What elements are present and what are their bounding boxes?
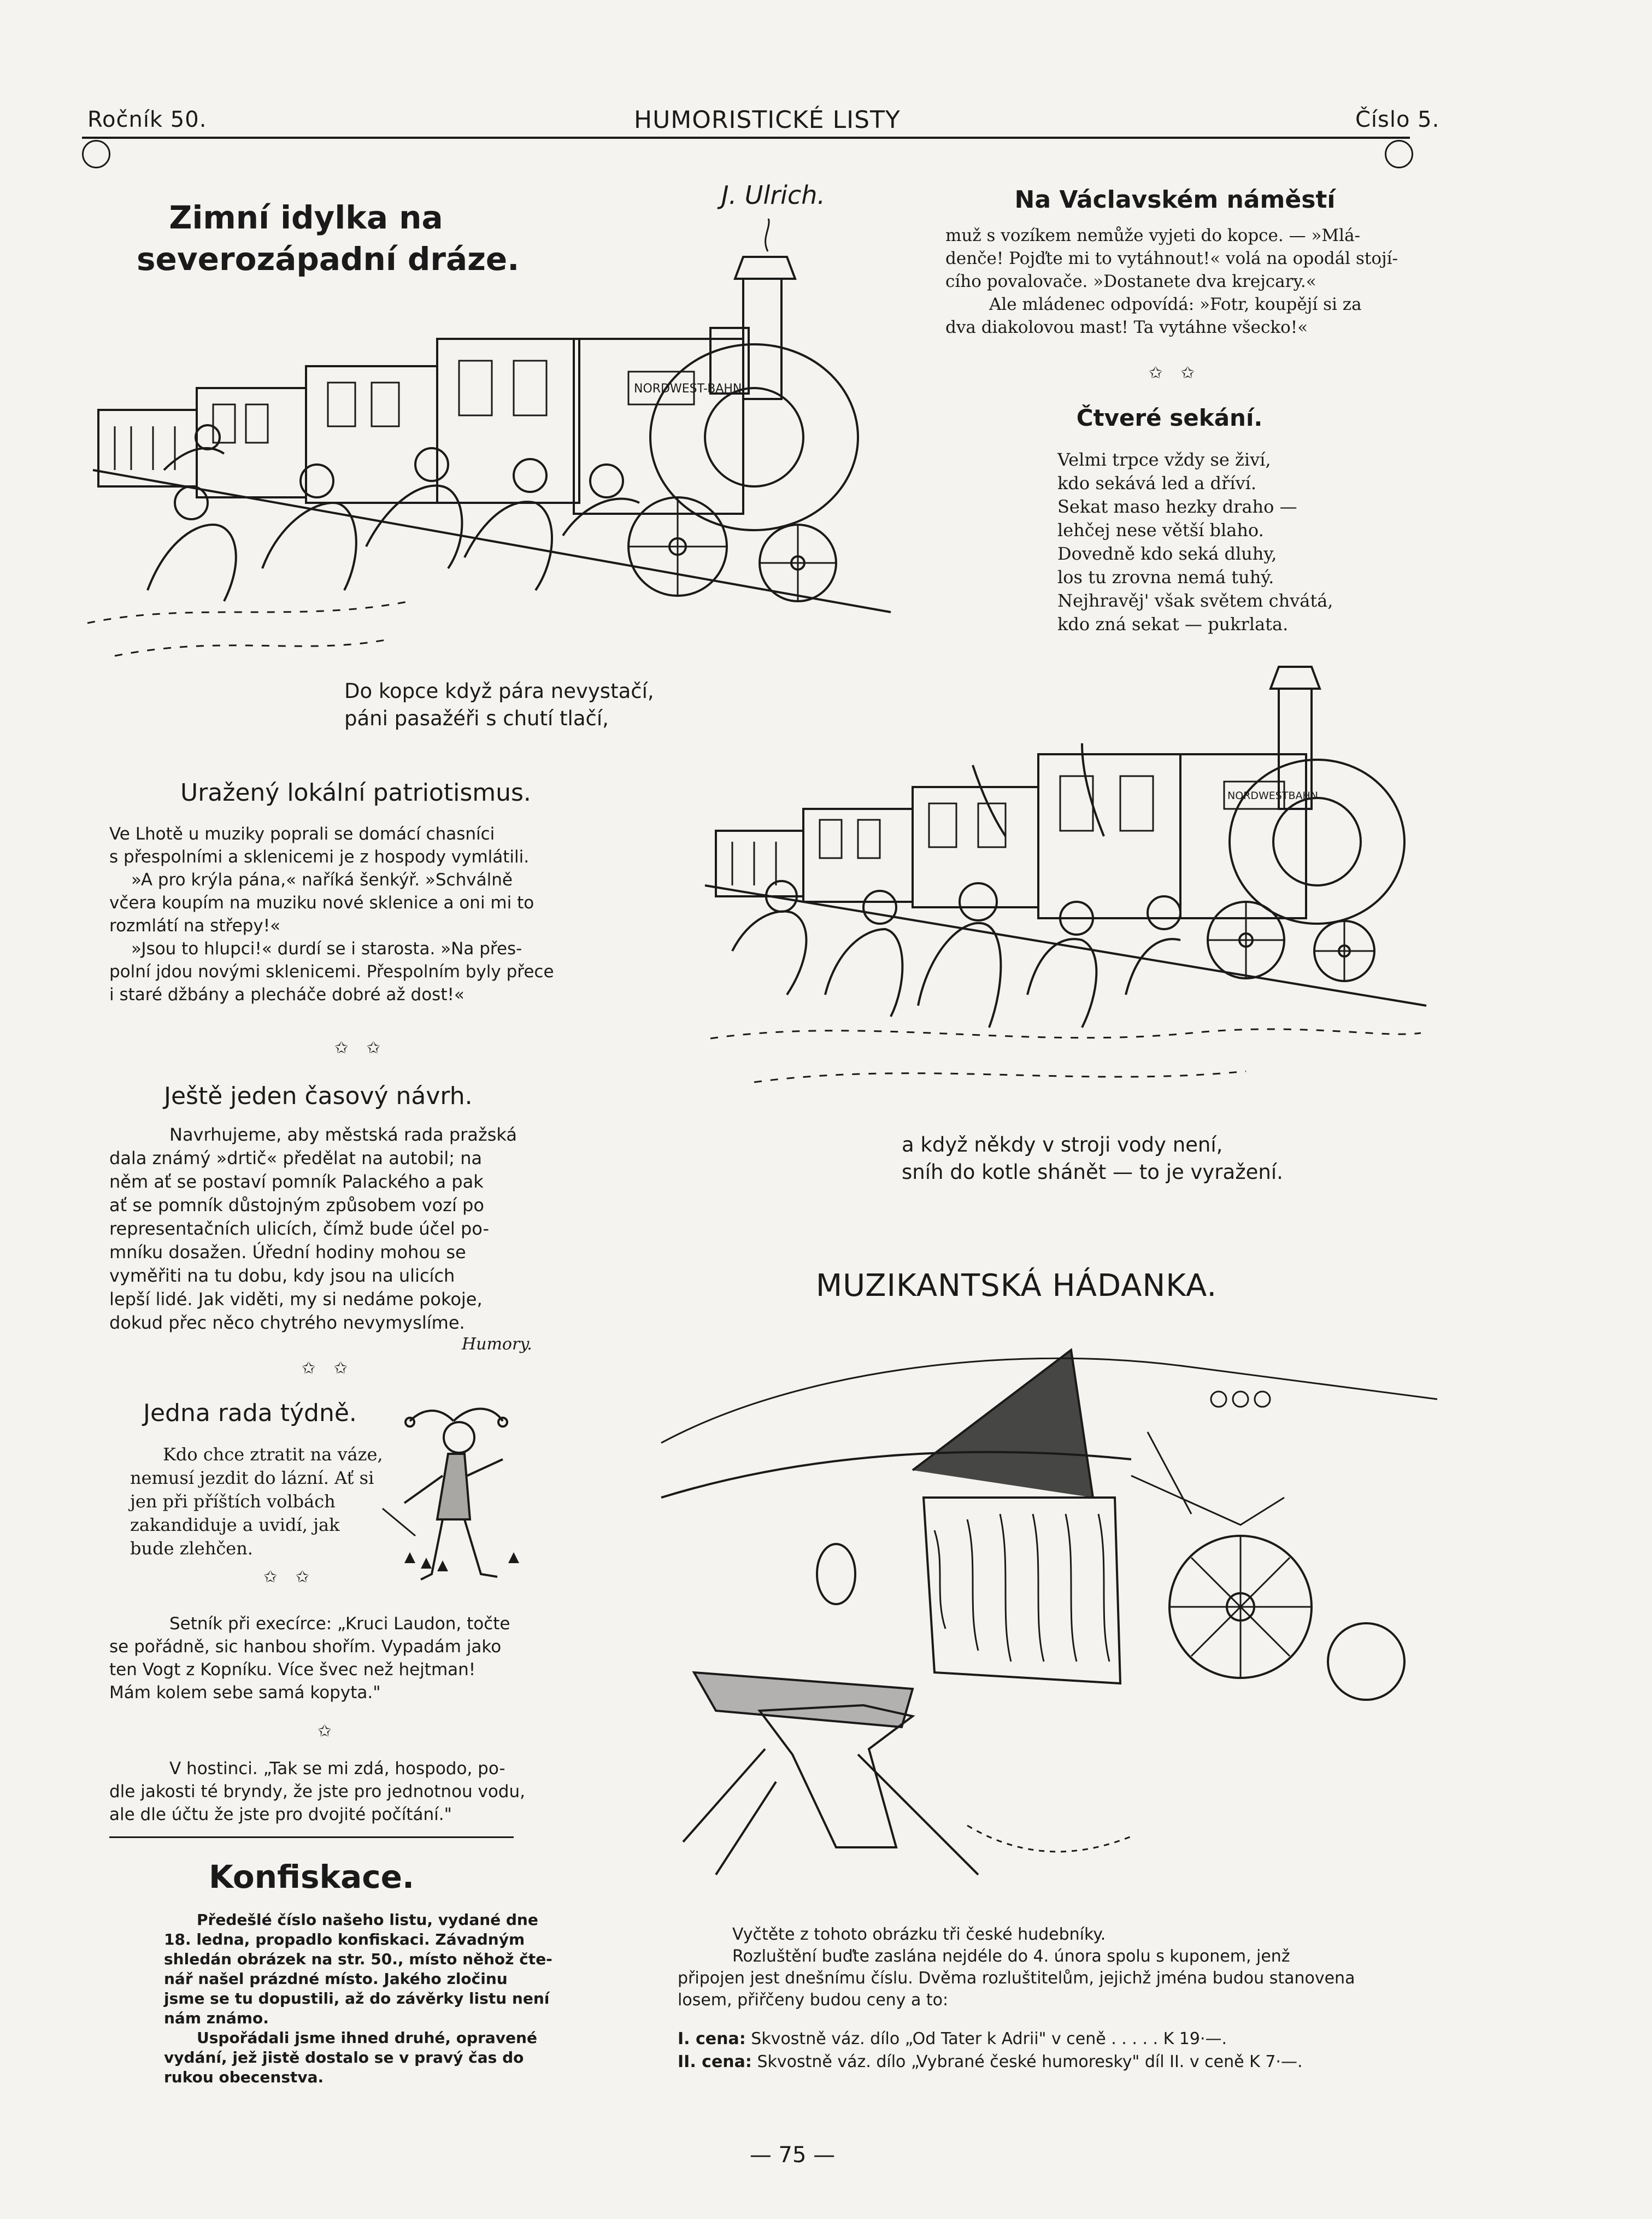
text-line: se pořádně, sic hanbou shořím. Vypadám jako bbox=[109, 1637, 502, 1657]
text-line: dokud přec něco chytrého nevymyslíme. bbox=[109, 1312, 465, 1333]
prize-item bbox=[678, 2051, 1410, 2074]
header-ornament-left bbox=[82, 140, 110, 168]
text-line: Rozluštění buďte zaslána nejdéle do 4. února spolu s kuponem, jenž bbox=[732, 1947, 1290, 1966]
text-line: representačních ulicích, čímž bude účel po- bbox=[109, 1218, 490, 1239]
header-issue: Číslo 5. bbox=[1355, 107, 1440, 132]
text-line: Ve Lhotě u muziky poprali se domácí chasníci bbox=[109, 824, 495, 844]
rada-stars: ✩ ✩ bbox=[263, 1568, 316, 1587]
text-line: Navrhujeme, aby městská rada pražská bbox=[169, 1124, 517, 1145]
text-line: lepší lidé. Jak viděti, my si nedáme pokoje, bbox=[109, 1289, 483, 1310]
hadanka-text bbox=[678, 1924, 1410, 2011]
poem-line: lehčej nese větší blaho. bbox=[1057, 520, 1264, 541]
vaclavske-text bbox=[945, 224, 1462, 339]
jester-illustration bbox=[372, 1399, 546, 1596]
engine-plate-text: NORDWEST-BAHN bbox=[634, 382, 742, 396]
poem-line: Dovedně kdo seká dluhy, bbox=[1057, 543, 1277, 564]
idylka-caption-top bbox=[344, 678, 654, 732]
text-line: Vyčtěte z tohoto obrázku tři české hudebníky. bbox=[732, 1925, 1106, 1944]
text-line: jsme se tu dopustili, až do závěrky listu není bbox=[164, 1989, 550, 2007]
text-line: polní jdou novými sklenicemi. Přespolním byly přece bbox=[109, 962, 554, 982]
setnik-star: ✩ bbox=[318, 1722, 338, 1741]
text-line: »Jsou to hlupci!« durdí se i starosta. »Na přes- bbox=[131, 939, 522, 959]
header-rule bbox=[82, 137, 1410, 139]
vaclavske-title: Na Václavském náměstí bbox=[1014, 186, 1336, 214]
page-number: — 75 — bbox=[749, 2142, 836, 2168]
idylka-title-line: Zimní idylka na bbox=[169, 199, 443, 236]
text-line: nám známo. bbox=[164, 2009, 269, 2027]
text-line: mníku dosažen. Úřední hodiny mohou se bbox=[109, 1242, 466, 1263]
text-line: připojen jest dnešnímu číslu. Dvěma rozluštitelům, jejichž jména budou stanovena bbox=[678, 1969, 1355, 1988]
text-line: denče! Pojďte mi to vytáhnout!« volá na opodál stojí- bbox=[945, 249, 1398, 268]
text-line: V hostinci. „Tak se mi zdá, hospodo, po- bbox=[169, 1759, 505, 1778]
section-divider bbox=[109, 1836, 514, 1838]
poem-line: kdo sekává led a dříví. bbox=[1057, 473, 1257, 494]
patriotismus-title: Uražený lokální patriotismus. bbox=[180, 779, 531, 807]
patriotismus-text bbox=[109, 823, 661, 1006]
text-line: nář našel prázdné místo. Jakého zločinu bbox=[164, 1970, 508, 1988]
prize-list bbox=[678, 2028, 1410, 2074]
navrh-title: Ještě jeden časový návrh. bbox=[164, 1082, 473, 1110]
patriotismus-stars: ✩ ✩ bbox=[334, 1038, 387, 1058]
prize-label: I. cena: bbox=[678, 2029, 746, 2048]
text-line: Uspořádali jsme ihned druhé, opravené bbox=[197, 2029, 537, 2047]
text-line: i staré džbány a plecháče dobré až dost!« bbox=[109, 985, 465, 1005]
text-line: rukou obecenstva. bbox=[164, 2068, 324, 2086]
text-line: ať se pomník důstojným způsobem vozí po bbox=[109, 1195, 484, 1216]
header-masthead: HUMORISTICKÉ LISTY bbox=[634, 106, 901, 134]
sekani-title: Čtveré sekání. bbox=[1076, 404, 1263, 431]
text-line: dva diakolovou mast! Ta vytáhne všecko!« bbox=[945, 318, 1308, 337]
text-line: muž s vozíkem nemůže vyjeti do kopce. — »Mlá- bbox=[945, 226, 1361, 245]
text-line: rozmlátí na střepy!« bbox=[109, 916, 281, 936]
text-line: Kdo chce ztratit na váze, bbox=[163, 1444, 383, 1465]
navrh-text bbox=[109, 1123, 546, 1335]
text-line: vydání, jež jistě dostalo se v pravý čas do bbox=[164, 2048, 524, 2067]
navrh-stars: ✩ ✩ bbox=[302, 1359, 354, 1378]
prize-text: Skvostně váz. dílo „Od Tater k Adrii" v ceně . . . . . K 19·—. bbox=[751, 2029, 1227, 2048]
idylka-title-line: severozápadní dráze. bbox=[137, 240, 520, 278]
text-line: dle jakosti té bryndy, že jste pro jednotnou vodu, bbox=[109, 1782, 525, 1801]
navrh-signature: Humory. bbox=[462, 1335, 532, 1354]
idylka-caption-bottom bbox=[902, 1131, 1283, 1186]
text-line: s přespolními a sklenicemi je z hospody vymlátili. bbox=[109, 847, 530, 867]
vaclavske-stars: ✩ ✩ bbox=[1149, 363, 1201, 383]
text-line: shledán obrázek na str. 50., místo něhož čte- bbox=[164, 1950, 552, 1968]
caption-line: sníh do kotle shánět — to je vyražení. bbox=[902, 1160, 1283, 1184]
caption-line: a když někdy v stroji vody není, bbox=[902, 1133, 1223, 1157]
text-line: Předešlé číslo našeho listu, vydané dne bbox=[197, 1911, 538, 1929]
text-line: bude zlehčen. bbox=[130, 1538, 253, 1559]
text-line: ale dle účtu že jste pro dvojité počítání." bbox=[109, 1805, 452, 1824]
text-line: ten Vogt z Kopníku. Více švec než hejtman! bbox=[109, 1660, 476, 1680]
konfiskace-text bbox=[164, 1910, 557, 2087]
text-line: jen při příštích volbách bbox=[130, 1491, 336, 1512]
text-line: dala známý »drtič« předělat na autobil; na bbox=[109, 1148, 483, 1169]
poem-line: los tu zrovna nemá tuhý. bbox=[1057, 567, 1274, 588]
hadanka-title: MUZIKANTSKÁ HÁDANKA. bbox=[815, 1268, 1218, 1304]
poem-line: kdo zná sekat — pukrlata. bbox=[1057, 614, 1289, 635]
poem-line: Nejhravěj' však světem chvátá, bbox=[1057, 590, 1333, 611]
text-line: 18. ledna, propadlo konfiskaci. Závadným bbox=[164, 1930, 525, 1948]
train-illustration-top bbox=[82, 219, 902, 667]
prize-item bbox=[678, 2028, 1410, 2051]
text-line: vyměřiti na tu dobu, kdy jsou na ulicích bbox=[109, 1265, 455, 1286]
poem-line: Velmi trpce vždy se živí, bbox=[1057, 449, 1271, 470]
train-illustration-bottom bbox=[699, 656, 1432, 1104]
text-line: něm ať se postaví pomník Palackého a pak bbox=[109, 1171, 484, 1192]
text-line: cího povalovače. »Dostanete dva krejcary.« bbox=[945, 272, 1316, 291]
text-line: zakandiduje a uvidí, jak bbox=[130, 1514, 340, 1535]
text-line: losem, přiřčeny budou ceny a to: bbox=[678, 1991, 949, 2010]
caption-line: páni pasažéři s chutí tlačí, bbox=[344, 707, 609, 730]
text-line: »A pro krýla pána,« naříká šenkýř. »Schválně bbox=[131, 870, 513, 890]
puzzle-illustration bbox=[639, 1334, 1443, 1880]
hostinec-text bbox=[109, 1757, 546, 1826]
setnik-text bbox=[109, 1612, 546, 1704]
header-ornament-right bbox=[1385, 140, 1413, 168]
text-line: včera koupím na muziku nové sklenice a oni mi to bbox=[109, 893, 534, 913]
text-line: Ale mládenec odpovídá: »Fotr, koupějí si za bbox=[989, 295, 1362, 314]
prize-label: II. cena: bbox=[678, 2052, 752, 2071]
engine-plate-text-2: NORDWESTBAHN bbox=[1227, 790, 1318, 802]
caption-line: Do kopce když pára nevystačí, bbox=[344, 679, 654, 703]
rada-title: Jedna rada týdně. bbox=[143, 1399, 357, 1427]
text-line: Setník při execírce: „Kruci Laudon, točte bbox=[169, 1614, 510, 1634]
prize-text: Skvostně váz. dílo „Vybrané české humoresky" díl II. v ceně K 7·—. bbox=[757, 2052, 1303, 2071]
sekani-poem bbox=[1057, 448, 1333, 636]
konfiskace-title: Konfiskace. bbox=[208, 1858, 415, 1895]
text-line: nemusí jezdit do lázní. Ať si bbox=[130, 1467, 374, 1488]
rada-text bbox=[130, 1443, 383, 1560]
poem-line: Sekat maso hezky draho — bbox=[1057, 496, 1297, 517]
idylka-author: J. Ulrich. bbox=[721, 180, 826, 210]
text-line: Mám kolem sebe samá kopyta." bbox=[109, 1683, 381, 1703]
header-volume: Ročník 50. bbox=[87, 107, 207, 132]
